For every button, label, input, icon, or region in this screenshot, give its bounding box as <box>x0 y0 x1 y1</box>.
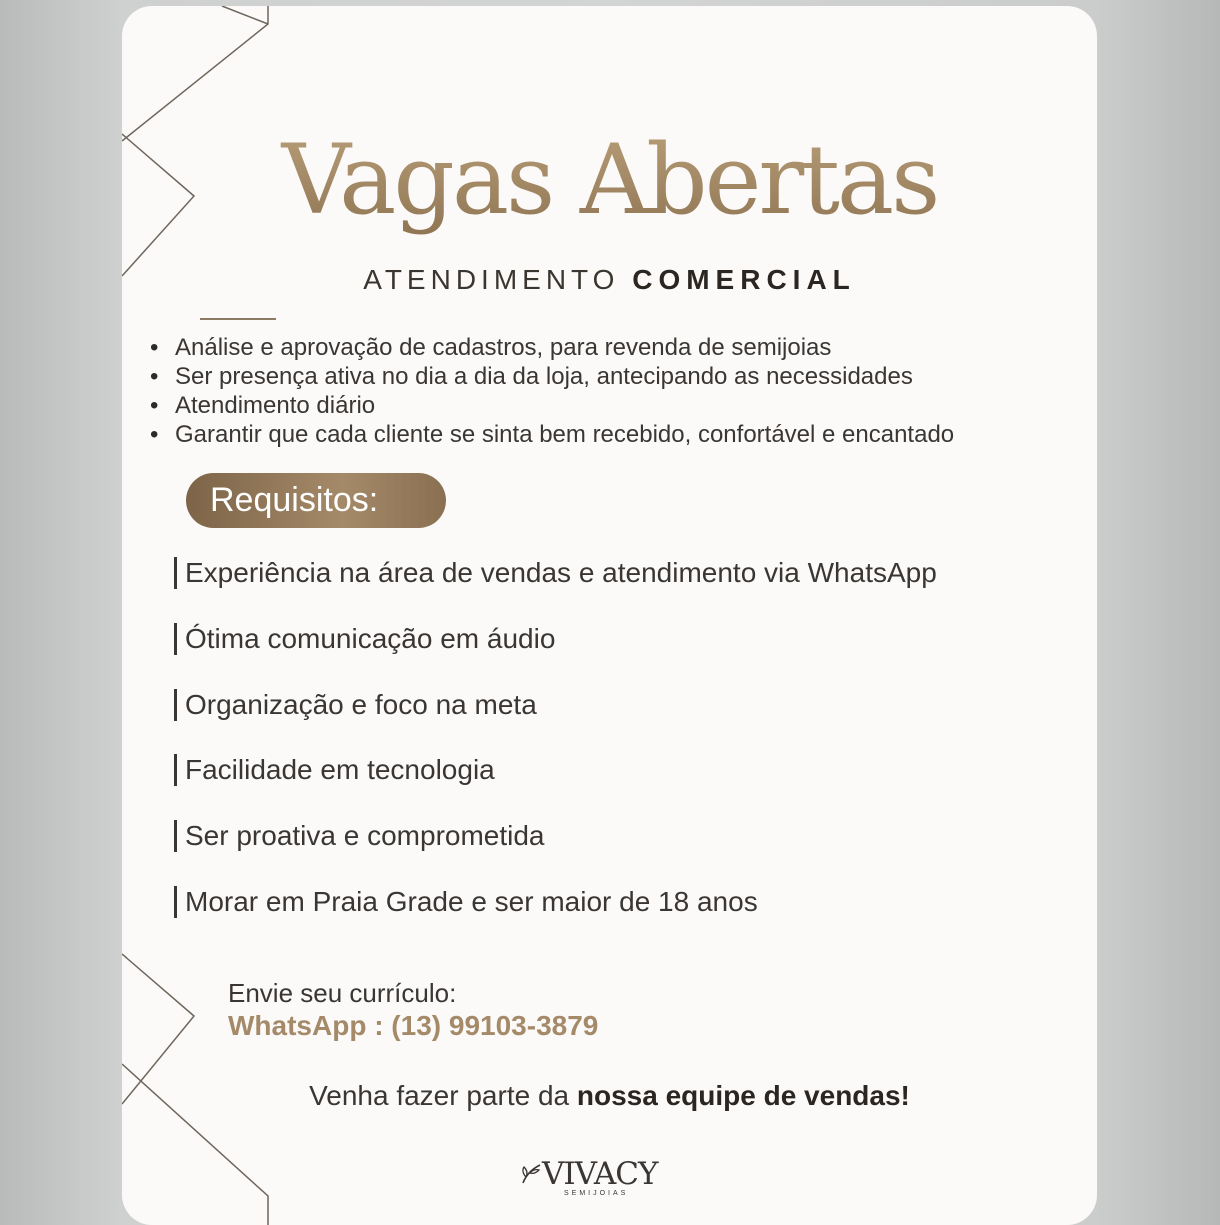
page-title: Vagas Abertas <box>122 124 1097 236</box>
invite-text <box>122 1080 1097 1112</box>
brand-logo <box>520 1156 680 1201</box>
leaf-icon <box>520 1161 542 1187</box>
list-item: • Ser presença ativa no dia a dia da loja, antecipando as necessidades <box>150 362 954 391</box>
logo-name: VIVACY <box>542 1156 658 1192</box>
subtitle-bold: COMERCIAL <box>632 264 856 295</box>
divider <box>200 318 276 320</box>
logo-subtitle: SEMIJOIAS <box>564 1190 629 1197</box>
requirements-badge: Requisitos: <box>186 473 446 528</box>
job-post-card <box>122 6 1097 1225</box>
requirement-item: Experiência na área de vendas e atendimento via WhatsApp <box>174 557 937 589</box>
requirement-item: Organização e foco na meta <box>174 689 537 721</box>
requirement-item: Facilidade em tecnologia <box>174 754 495 786</box>
requirement-item: Ótima comunicação em áudio <box>174 623 555 655</box>
contact-phone: WhatsApp : (13) 99103-3879 <box>228 1010 599 1041</box>
requirement-item: Ser proativa e comprometida <box>174 820 545 852</box>
duties-list <box>150 333 954 449</box>
list-item: • Atendimento diário <box>150 391 954 420</box>
invite-bold: nossa equipe de vendas! <box>576 1080 910 1111</box>
job-subtitle <box>122 264 1097 296</box>
list-item: • Análise e aprovação de cadastros, para revenda de semijoias <box>150 333 954 362</box>
requirement-item: Morar em Praia Grade e ser maior de 18 anos <box>174 886 758 918</box>
list-item: • Garantir que cada cliente se sinta bem recebido, confortável e encantado <box>150 420 954 449</box>
invite-plain: Venha fazer parte da <box>309 1080 577 1111</box>
contact-label: Envie seu currículo: <box>228 978 457 1008</box>
subtitle-light: ATENDIMENTO <box>363 264 620 295</box>
